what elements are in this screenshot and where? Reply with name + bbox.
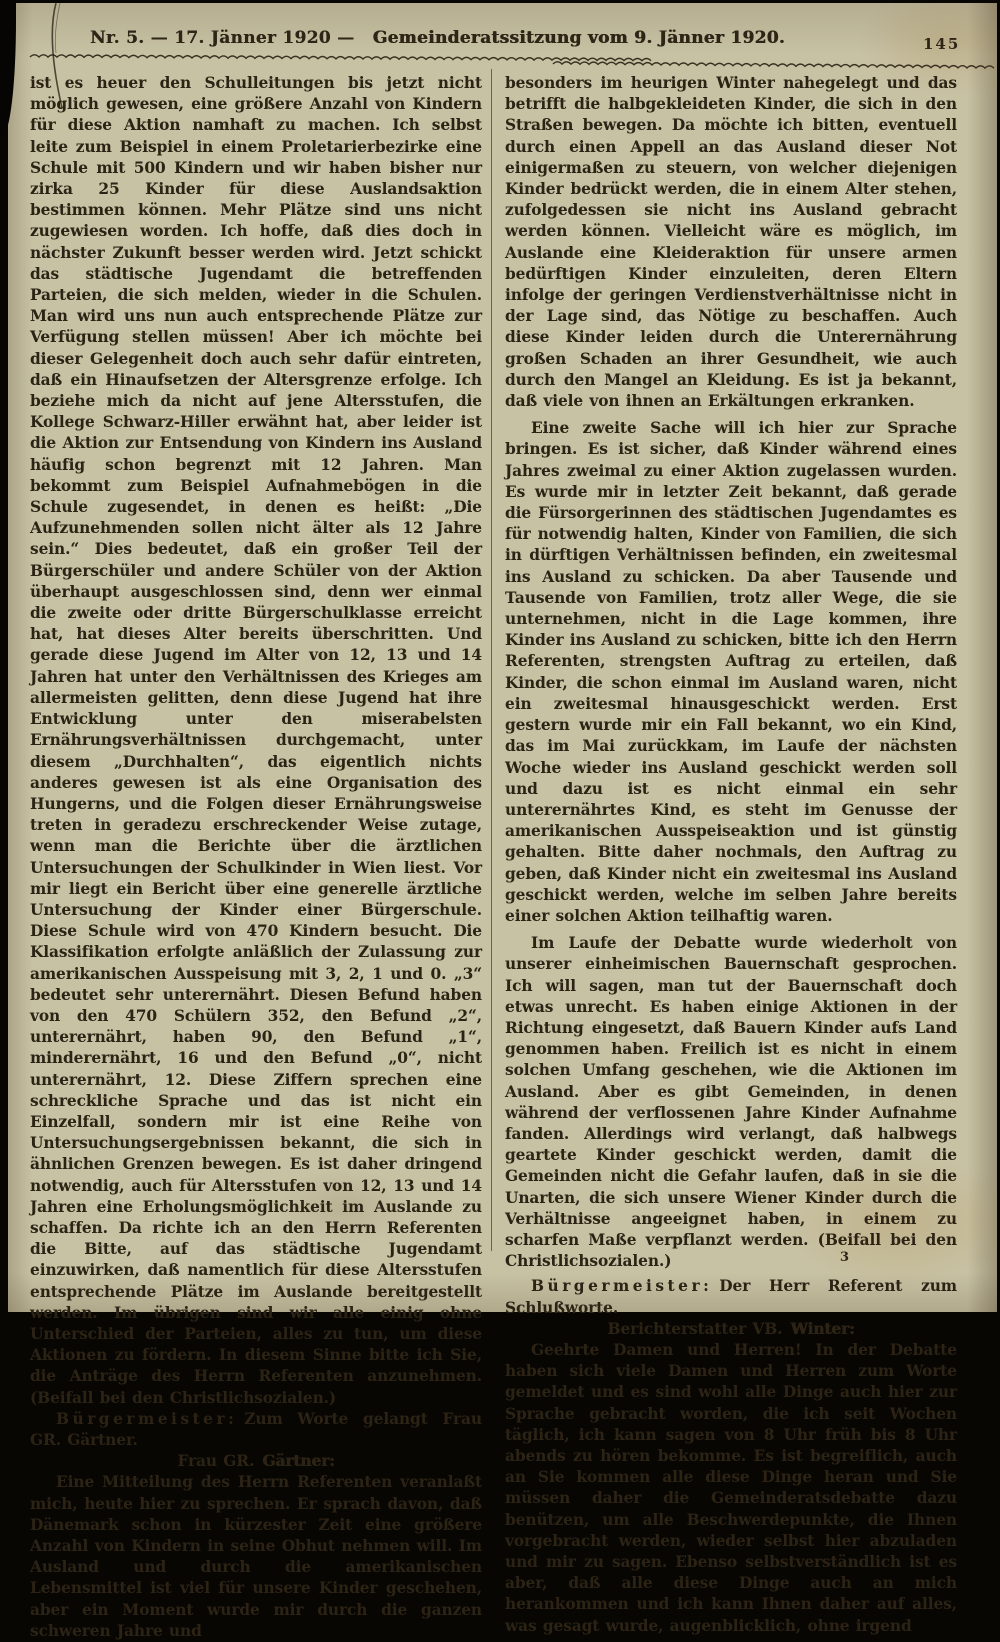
issue-info: Nr. 5. — 17. Jänner 1920 — xyxy=(90,28,355,48)
speaker-text: Der Herr Referent zum Schlußworte. xyxy=(505,1277,957,1317)
page-number: 145 xyxy=(923,35,961,53)
heading-prefix: Berichterstatter VB. xyxy=(607,1319,783,1338)
scanned-page xyxy=(8,3,997,1640)
paragraph: Eine Mitteilung des Herrn Referenten veranlaßt mich, heute hier zu sprechen. Er sprach davon, daß Dänemark schon in kürzester Zeit eine größere Anzahl von Kindern in seine Obhut nehmen will. Im Ausland und durch die amerikanischen Lebensmittel ist viel für unsere Kinder geschehen, aber ein Moment wurde mir durch die ganzen schweren Jahre und xyxy=(30,1473,482,1640)
signature-mark: 3 xyxy=(840,1250,850,1265)
paragraph: Eine zweite Sache will ich hier zur Sprache bringen. Es ist sicher, daß Kinder während eines Jahres zweimal zu einer Aktion zugelassen wurden. Es wurde mir in letzter Zeit bekannt, daß gerade die Fürsorgerinnen des städtischen Jugendamtes es für notwendig halten, Kinder von Familien, die sich in dürftigen Verhältnissen befinden, ein zweitesmal ins Ausland zu schicken. Da aber Tausende und Tausende von Familien, trotz aller Wege, die sie unternehmen, nicht in die Lage kommen, ihre Kinder ins Ausland zu schicken, bitte ich den Herrn Referenten, strengsten Auftrag zu erteilen, daß Kinder, die schon einmal im Ausland waren, nicht ein zweitesmal hinausgeschickt werden. Erst gestern wurde mir ein Fall bekannt, wo ein Kind, das im Mai zurückkam, im Laufe der nächsten Woche wieder ins Ausland geschickt werden soll und dazu ist es nicht einmal ein sehr unterernährtes Kind, es steht im Genusse der amerikanischen Ausspeiseaktion und ist günstig gehalten. Bitte daher nochmals, den Auftrag zu geben, daß Kinder nicht ein zweitesmal ins Ausland geschickt werden, welche im selben Jahre bereits einer solchen Aktion teilhaftig waren. xyxy=(505,419,957,925)
paragraph: Geehrte Damen und Herren! In der Debatte haben sich viele Damen und Herren zum Worte gemeldet und es sind wohl alle Dinge auch hier zur Sprache gebracht worden, die ich seit Wochen täglich, ich kann sagen von 8 Uhr früh bis 8 Uhr abends zu hören bekomme. Es ist begreiflich, auch an Sie kommen alle diese Dinge heran und Sie müssen daher die Gemeinderatsdebatte dazu benützen, um alle Beschwerdepunkte, die Ihnen vorgebracht werden, wieder selbst hier abzuladen und mir zu sagen. Ebenso selbstverständlich ist es aber, daß alle diese Dinge auch an mich herankommen und ich kann Ihnen daher auf alles, was gesagt wurde, augenblicklich, ohne irgend xyxy=(505,1340,957,1635)
speaker-text: Zum Worte gelangt Frau GR. Gärtner. xyxy=(30,1409,482,1449)
column-divider xyxy=(491,69,492,1251)
paragraph: ist es heuer den Schulleitungen bis jetzt nicht möglich gewesen, eine größere Anzahl von Kindern für diese Aktion namhaft zu machen. Ich selbst leite zum Beispiel in einem Proletarierbezirke eine Schule mit 500 Kindern und wir haben bisher nur zirka 25 Kinder für diese Auslandsaktion bestimmen können. Mehr Plätze sind uns nicht zugewiesen worden. Ich hoffe, daß dies doch in nächster Zukunft besser werden wird. Jetzt schickt das städtische Jugendamt die betreffenden Parteien, die sich melden, wieder in die Schulen. Man wird uns nun auch entsprechende Plätze zur Verfügung stellen müssen! Aber ich möchte bei dieser Gelegenheit doch auch sehr dafür eintreten, daß ein Hinaufsetzen der Altersgrenze erfolge. Ich beziehe mich da nicht auf jene Altersstufen, die Kollege Schwarz-Hiller erwähnt hat, aber leider ist die Aktion zur Entsendung von Kindern ins Ausland häufig schon begrenzt mit 12 Jahren. Man bekommt zum Beispiel Aufnahmebögen in die Schule zugesendet, in denen es heißt: „Die Aufzunehmenden sollen nicht älter als 12 Jahre sein.“ Dies bedeutet, daß ein großer Teil der Bürgerschüler und andere Schüler von der Aktion überhaupt ausgeschlossen sind, denn wer einmal die zweite oder dritte Bürgerschulklasse erreicht hat, hat dieses Alter bereits überschritten. Und gerade diese Jugend im Alter von 12, 13 und 14 Jahren hat unter den Verhältnissen des Krieges am allermeisten gelitten, denn diese Jugend hat ihre Entwicklung unter den miserabelsten Ernährungsverhältnissen durchgemacht, unter diesem „Durchhalten“, das eigentlich nichts anderes gewesen ist als eine Organisation des Hungerns, und die Folgen dieser Ernährungsweise treten in geradezu erschreckender Weise zutage, wenn man die Berichte über die ärztlichen Untersuchungen der Schulkinder in Wien liest. Vor mir liegt ein Bericht über eine generelle ärztliche Untersuchung der Kinder einer Bürgerschule. Diese Schule wird von 470 Kindern besucht. Die Klassifikation erfolgte anläßlich der Zulassung zur amerikanischen Ausspeisung mit 3, 2, 1 und 0. „3“ bedeutet sehr unterernährt. Diesen Befund haben von den 470 Schülern 352, den Befund „2“, unterernährt, haben 90, den Befund „1“, minderernährt, 16 und den Befund „0“, nicht unterernährt, 12. Diese Ziffern sprechen eine schreckliche Sprache und das ist nicht ein Einzelfall, sondern mir ist eine Reihe von Untersuchungsergebnissen bekannt, die sich in ähnlichen Grenzen bewegen. Es ist daher dringend notwendig, auch für Altersstufen von 12, 13 und 14 Jahren eine Erholungsmöglichkeit im Auslande zu schaffen. Da richte ich an den Herrn Referenten die Bitte, auf das städtische Jugendamt einzuwirken, daß namentlich für diese Altersstufen entsprechende Plätze im Auslande bereitgestellt werden. Im übrigen sind wir alle einig ohne Unterschied der Parteien, alles zu tun, um diese Aktionen zu fördern. In diesem Sinne bitte ich Sie, die Anträge des Herrn Referenten anzunehmen. (Beifall bei den Christlichsozialen.) xyxy=(30,74,482,1407)
page-header xyxy=(8,28,867,48)
heading-prefix: Frau GR. xyxy=(177,1452,255,1471)
session-title: Gemeinderatssitzung vom 9. Jänner 1920. xyxy=(372,28,785,48)
left-column xyxy=(30,73,482,1642)
paragraph: Im Laufe der Debatte wurde wiederholt von unserer einheimischen Bauernschaft gesprochen. Ich will sagen, man tut der Bauernschaft doch etwas unrecht. Es haben einige Aktionen in der Richtung eingesetzt, daß Bauern Kinder aufs Land genommen haben. Freilich ist es nicht in einem solchen Umfang geschehen, wie die Aktionen im Ausland. Aber es gibt Gemeinden, in denen während der verflossenen Jahre Kinder Aufnahme fanden. Allerdings wird verlangt, daß halbwegs geartete Kinder geschickt werden, damit die Gemeinden nicht die Gefahr laufen, daß in sie die Unarten, die sich unsere Wiener Kinder durch die Verhältnisse angeeignet haben, in einem zu scharfen Maße verpflanzt werden. (Beifall bei den Christlichsozialen.) xyxy=(505,934,957,1271)
paragraph: besonders im heurigen Winter nahegelegt und das betrifft die halbgekleideten Kinder, die sich in den Straßen bewegen. Da möchte ich bitten, eventuell durch einen Appell an das Ausland dieser Not einigermaßen zu steuern, von welcher diejenigen Kinder bedrückt werden, die in einem Alter stehen, zufolgedessen sie nicht ins Ausland gebracht werden können. Vielleicht wäre es möglich, im Auslande eine Kleideraktion für unsere armen bedürftigen Kinder einzuleiten, deren Eltern infolge der geringen Verdienstverhältnisse nicht in der Lage sind, das Nötige zu beschaffen. Auch diese Kinder leiden durch die Unterernährung großen Schaden an ihrer Gesundheit, wie auch durch den Mangel an Kleidung. Es ist ja bekannt, daß viele von ihnen an Erkältungen erkranken. xyxy=(505,74,957,411)
heading-name: Gärtner: xyxy=(262,1452,335,1471)
right-column xyxy=(505,73,957,1637)
speech-heading xyxy=(505,1319,957,1340)
speaker-name: Bürgermeister: xyxy=(56,1409,238,1428)
speaker-line xyxy=(505,1276,957,1318)
speaker-name: Bürgermeister: xyxy=(531,1277,713,1296)
page-crease-mark xyxy=(26,3,86,123)
speaker-line xyxy=(30,1409,482,1451)
heading-name: Winter: xyxy=(790,1319,855,1338)
wavy-rule xyxy=(553,58,991,72)
speech-heading xyxy=(30,1451,482,1472)
